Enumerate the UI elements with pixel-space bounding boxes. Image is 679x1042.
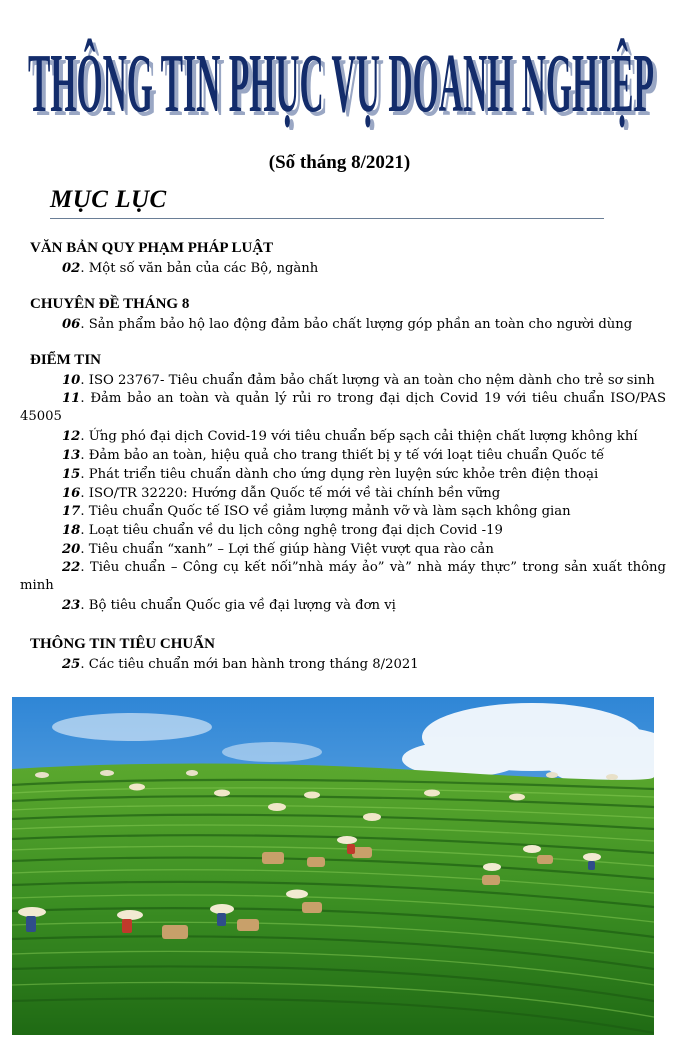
toc-entry[interactable]: 18. Loạt tiêu chuẩn về du lịch công nghệ trong đại dịch Covid -19 bbox=[62, 523, 503, 538]
toc-entry-page: 17 bbox=[62, 504, 81, 519]
toc-entry-text: Một số văn bản của các Bộ, ngành bbox=[88, 261, 319, 276]
toc-entry[interactable]: 22. Tiêu chuẩn – Công cụ kết nối”nhà máy ảo” và” nhà máy thực” trong sản xuất thông minh bbox=[20, 560, 666, 593]
toc-entry-text: Phát triển tiêu chuẩn dành cho ứng dụng rèn luyện sức khỏe trên điện thoại bbox=[88, 467, 599, 482]
toc-entry[interactable]: 15. Phát triển tiêu chuẩn dành cho ứng dụng rèn luyện sức khỏe trên điện thoại bbox=[62, 467, 599, 482]
toc-entry-text: Ứng phó đại dịch Covid-19 với tiêu chuẩn bếp sạch cải thiện chất lượng không khí bbox=[88, 429, 638, 444]
issue-label: (Số tháng 8/2021) bbox=[268, 152, 411, 173]
masthead-title-graphic bbox=[14, 18, 669, 130]
toc-entry-page: 13 bbox=[62, 448, 81, 463]
toc-entry-page: 20 bbox=[62, 542, 81, 557]
toc-entry-text: Sản phẩm bảo hộ lao động đảm bảo chất lượng góp phần an toàn cho người dùng bbox=[88, 317, 633, 332]
section-heading-news: ĐIỂM TIN bbox=[30, 352, 101, 368]
tea-hill bbox=[12, 763, 654, 1035]
toc-entry-text: Đảm bảo an toàn và quản lý rủi ro trong đại dịch Covid 19 với tiêu chuẩn ISO/PAS 45005 bbox=[20, 391, 666, 424]
toc-entry-page: 11 bbox=[62, 391, 81, 406]
toc-entry[interactable]: 20. Tiêu chuẩn “xanh” – Lợi thế giúp hàng Việt vượt qua rào cản bbox=[62, 542, 494, 557]
toc-entry-text: Tiêu chuẩn “xanh” – Lợi thế giúp hàng Việt vượt qua rào cản bbox=[88, 542, 494, 557]
toc-entry-page: 15 bbox=[62, 467, 81, 482]
toc-entry[interactable]: 10. ISO 23767- Tiêu chuẩn đảm bảo chất lượng và an toàn cho nệm dành cho trẻ sơ sinh bbox=[62, 373, 655, 388]
toc-entry-text: Các tiêu chuẩn mới ban hành trong tháng 8/2021 bbox=[88, 657, 419, 672]
toc-entry[interactable]: 16. ISO/TR 32220: Hướng dẫn Quốc tế mới về tài chính bền vững bbox=[62, 486, 501, 501]
masthead bbox=[14, 18, 669, 130]
cover-photo bbox=[12, 697, 654, 1035]
toc-entry-page: 25 bbox=[62, 657, 81, 672]
toc-title: MỤC LỤC bbox=[50, 186, 167, 213]
toc-entry-page: 22 bbox=[62, 560, 81, 575]
toc-entry-page: 23 bbox=[62, 598, 81, 613]
toc-entry-page: 10 bbox=[62, 373, 81, 388]
toc-entry[interactable]: 13. Đảm bảo an toàn, hiệu quả cho trang thiết bị y tế với loạt tiêu chuẩn Quốc tế bbox=[62, 448, 605, 463]
toc-entry-page: 18 bbox=[62, 523, 81, 538]
toc-entry[interactable]: 17. Tiêu chuẩn Quốc tế ISO về giảm lượng mảnh vỡ và làm sạch không gian bbox=[62, 504, 571, 519]
toc-entry-text: Loạt tiêu chuẩn về du lịch công nghệ trong đại dịch Covid -19 bbox=[88, 523, 503, 538]
tea-field-illustration bbox=[12, 697, 654, 1035]
toc-divider bbox=[50, 218, 604, 219]
section-heading-legal: VĂN BẢN QUY PHẠM PHÁP LUẬT bbox=[30, 240, 274, 256]
section-heading-standards: THÔNG TIN TIÊU CHUẨN bbox=[30, 636, 215, 652]
toc-entry-text: Tiêu chuẩn – Công cụ kết nối”nhà máy ảo” và” nhà máy thực” trong sản xuất thông minh bbox=[20, 560, 666, 593]
section-heading-feature: CHUYÊN ĐỀ THÁNG 8 bbox=[30, 296, 190, 312]
toc-entry-page: 16 bbox=[62, 486, 81, 501]
toc-entry[interactable]: 25. Các tiêu chuẩn mới ban hành trong tháng 8/2021 bbox=[62, 657, 419, 672]
toc-entry-page: 06 bbox=[62, 317, 81, 332]
toc-entry[interactable]: 06. Sản phẩm bảo hộ lao động đảm bảo chất lượng góp phần an toàn cho người dùng bbox=[62, 317, 633, 332]
toc-entry[interactable]: 12. Ứng phó đại dịch Covid-19 với tiêu chuẩn bếp sạch cải thiện chất lượng không khí bbox=[62, 429, 638, 444]
toc-entry[interactable]: 23. Bộ tiêu chuẩn Quốc gia về đại lượng và đơn vị bbox=[62, 598, 396, 613]
toc-entry[interactable]: 02. Một số văn bản của các Bộ, ngành bbox=[62, 261, 319, 276]
masthead-title: THÔNG TIN PHỤC VỤ DOANH NGHIỆP bbox=[28, 37, 654, 130]
toc-entry[interactable]: 11. Đảm bảo an toàn và quản lý rủi ro trong đại dịch Covid 19 với tiêu chuẩn ISO/PAS 45005 bbox=[20, 391, 666, 424]
toc-entry-page: 12 bbox=[62, 429, 81, 444]
masthead-title-shadow: THÔNG TIN PHỤC VỤ DOANH NGHIỆP bbox=[32, 41, 658, 130]
toc-entry-page: 02 bbox=[62, 261, 81, 276]
toc-entry-text: ISO/TR 32220: Hướng dẫn Quốc tế mới về tài chính bền vững bbox=[88, 486, 501, 501]
toc-entry-text: Bộ tiêu chuẩn Quốc gia về đại lượng và đơn vị bbox=[88, 598, 396, 613]
toc-entry-text: ISO 23767- Tiêu chuẩn đảm bảo chất lượng và an toàn cho nệm dành cho trẻ sơ sinh bbox=[88, 373, 655, 388]
toc-entry-text: Đảm bảo an toàn, hiệu quả cho trang thiết bị y tế với loạt tiêu chuẩn Quốc tế bbox=[88, 448, 605, 463]
toc-entry-text: Tiêu chuẩn Quốc tế ISO về giảm lượng mảnh vỡ và làm sạch không gian bbox=[88, 504, 571, 519]
